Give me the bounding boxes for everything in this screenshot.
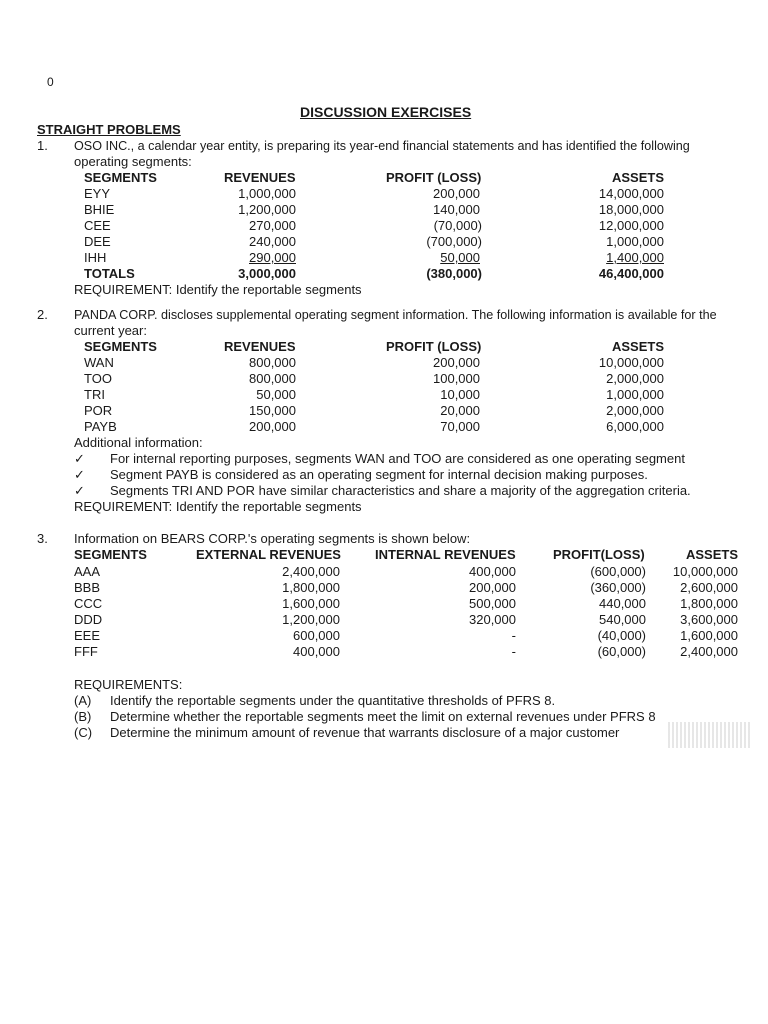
profit-value: (700,000) bbox=[426, 234, 482, 249]
problem-number: 3. bbox=[37, 531, 48, 546]
segment-name: PAYB bbox=[84, 419, 117, 434]
revenue-value: 240,000 bbox=[249, 234, 296, 249]
revenue-value: 800,000 bbox=[249, 355, 296, 370]
bullet-text: Segment PAYB is considered as an operating segment for internal decision making purposes. bbox=[110, 467, 648, 482]
requirement-letter: (B) bbox=[74, 709, 92, 724]
assets-value: 2,600,000 bbox=[680, 580, 738, 595]
assets-value: 12,000,000 bbox=[598, 218, 664, 233]
internal-revenue-value: - bbox=[511, 628, 516, 643]
requirement-item bbox=[74, 725, 619, 741]
requirement-text: Determine the minimum amount of revenue that warrants disclosure of a major customer bbox=[110, 725, 620, 740]
segment-name: CCC bbox=[74, 596, 103, 611]
profit-value: (70,000) bbox=[433, 218, 482, 233]
assets-value: 14,000,000 bbox=[598, 186, 664, 201]
segment-name: TRI bbox=[84, 387, 105, 402]
revenue-value: 50,000 bbox=[256, 387, 296, 402]
column-header: PROFIT (LOSS) bbox=[386, 339, 482, 354]
assets-value: 10,000,000 bbox=[598, 355, 664, 370]
external-revenue-value: 1,800,000 bbox=[282, 580, 340, 595]
assets-value: 1,000,000 bbox=[606, 234, 664, 249]
revenue-value: 200,000 bbox=[249, 419, 296, 434]
column-header: SEGMENTS bbox=[74, 547, 147, 562]
total-assets: 46,400,000 bbox=[598, 266, 664, 281]
column-header: ASSETS bbox=[612, 170, 665, 185]
revenue-value: 1,200,000 bbox=[238, 202, 296, 217]
revenue-value: 290,000 bbox=[249, 250, 296, 265]
external-revenue-value: 1,600,000 bbox=[282, 596, 340, 611]
internal-revenue-value: 500,000 bbox=[469, 596, 516, 611]
column-header: PROFIT(LOSS) bbox=[553, 547, 645, 562]
checkmark-icon: ✓ bbox=[74, 467, 85, 482]
total-revenue: 3,000,000 bbox=[238, 266, 296, 281]
problem-intro-line: OSO INC., a calendar year entity, is preparing its year-end financial statements and has identified the following bbox=[74, 139, 690, 153]
assets-value: 3,600,000 bbox=[680, 612, 738, 627]
page-title: DISCUSSION EXERCISES bbox=[300, 104, 472, 120]
requirement-letter: (A) bbox=[74, 693, 92, 708]
column-header: ASSETS bbox=[612, 339, 665, 354]
segment-name: AAA bbox=[74, 564, 101, 579]
segment-name: TOO bbox=[84, 371, 112, 386]
segment-name: BBB bbox=[74, 580, 101, 595]
segment-name: DDD bbox=[74, 612, 103, 627]
bullet-item bbox=[74, 451, 685, 467]
requirement-letter: (C) bbox=[74, 725, 93, 740]
column-header: REVENUES bbox=[224, 170, 296, 185]
profit-value: 10,000 bbox=[440, 387, 480, 402]
bullet-item bbox=[74, 467, 648, 483]
segment-name: EYY bbox=[84, 186, 111, 201]
problem-number: 2. bbox=[37, 307, 48, 322]
assets-value: 1,000,000 bbox=[606, 387, 664, 402]
external-revenue-value: 2,400,000 bbox=[282, 564, 340, 579]
profit-value: (600,000) bbox=[590, 564, 646, 579]
requirement-text: Determine whether the reportable segments meet the limit on external revenues under PFRS 8 bbox=[110, 709, 656, 724]
segment-name: WAN bbox=[84, 355, 114, 370]
profit-value: (40,000) bbox=[597, 628, 646, 643]
totals-label: TOTALS bbox=[84, 266, 135, 281]
revenue-value: 800,000 bbox=[249, 371, 296, 386]
assets-value: 2,000,000 bbox=[606, 371, 664, 386]
problem-intro-line: PANDA CORP. discloses supplemental operating segment information. The following information is available for the bbox=[74, 308, 717, 322]
external-revenue-value: 400,000 bbox=[293, 644, 340, 659]
assets-value: 1,600,000 bbox=[680, 628, 738, 643]
profit-value: 50,000 bbox=[440, 250, 480, 265]
assets-value: 2,400,000 bbox=[680, 644, 738, 659]
problem-intro-line: Information on BEARS CORP.'s operating segments is shown below: bbox=[74, 531, 471, 546]
page-marker: 0 bbox=[47, 75, 54, 89]
profit-value: 200,000 bbox=[433, 355, 480, 370]
internal-revenue-value: 320,000 bbox=[469, 612, 516, 627]
problem-intro-line: current year: bbox=[74, 323, 147, 338]
assets-value: 6,000,000 bbox=[606, 419, 664, 434]
segment-name: IHH bbox=[84, 250, 107, 265]
column-header: PROFIT (LOSS) bbox=[386, 170, 482, 185]
profit-value: 540,000 bbox=[599, 612, 646, 627]
requirement-text: REQUIREMENT: Identify the reportable segments bbox=[74, 499, 362, 514]
profit-value: 70,000 bbox=[440, 419, 480, 434]
profit-value: 140,000 bbox=[433, 202, 480, 217]
column-header: ASSETS bbox=[686, 547, 739, 562]
total-profit: (380,000) bbox=[426, 266, 482, 281]
revenue-value: 270,000 bbox=[249, 218, 296, 233]
external-revenue-value: 600,000 bbox=[293, 628, 340, 643]
internal-revenue-value: - bbox=[511, 644, 516, 659]
revenue-value: 150,000 bbox=[249, 403, 296, 418]
internal-revenue-value: 400,000 bbox=[469, 564, 516, 579]
external-revenue-value: 1,200,000 bbox=[282, 612, 340, 627]
column-header: SEGMENTS bbox=[84, 339, 157, 354]
assets-value: 1,800,000 bbox=[680, 596, 738, 611]
section-heading: STRAIGHT PROBLEMS bbox=[37, 122, 181, 137]
segment-name: EEE bbox=[74, 628, 101, 643]
requirements-label: REQUIREMENTS: bbox=[74, 677, 183, 692]
requirement-item bbox=[74, 709, 656, 725]
requirement-text: REQUIREMENT: Identify the reportable segments bbox=[74, 282, 362, 297]
profit-value: 440,000 bbox=[599, 596, 646, 611]
assets-value: 10,000,000 bbox=[672, 564, 738, 579]
profit-value: 100,000 bbox=[433, 371, 480, 386]
segment-name: BHIE bbox=[84, 202, 115, 217]
checkmark-icon: ✓ bbox=[74, 451, 85, 466]
bullet-item bbox=[74, 483, 691, 499]
requirement-item bbox=[74, 693, 555, 709]
revenue-value: 1,000,000 bbox=[238, 186, 296, 201]
problem-intro-line: operating segments: bbox=[74, 154, 192, 169]
problem-number: 1. bbox=[37, 138, 48, 153]
scan-artifact bbox=[668, 722, 750, 748]
assets-value: 1,400,000 bbox=[606, 250, 664, 265]
additional-info-label: Additional information: bbox=[74, 435, 203, 450]
profit-value: (60,000) bbox=[597, 644, 646, 659]
segment-name: CEE bbox=[84, 218, 111, 233]
requirement-text: Identify the reportable segments under the quantitative thresholds of PFRS 8. bbox=[110, 693, 556, 708]
column-header: EXTERNAL REVENUES bbox=[196, 547, 341, 562]
assets-value: 2,000,000 bbox=[606, 403, 664, 418]
bullet-text: Segments TRI AND POR have similar characteristics and share a majority of the aggregation criteria. bbox=[110, 483, 691, 498]
checkmark-icon: ✓ bbox=[74, 483, 85, 498]
segment-name: POR bbox=[84, 403, 113, 418]
profit-value: 20,000 bbox=[440, 403, 480, 418]
profit-value: 200,000 bbox=[433, 186, 480, 201]
assets-value: 18,000,000 bbox=[598, 202, 664, 217]
column-header: SEGMENTS bbox=[84, 170, 157, 185]
column-header: INTERNAL REVENUES bbox=[375, 547, 516, 562]
bullet-text: For internal reporting purposes, segments WAN and TOO are considered as one operating segment bbox=[110, 451, 685, 466]
segment-name: DEE bbox=[84, 234, 111, 249]
segment-name: FFF bbox=[74, 644, 98, 659]
column-header: REVENUES bbox=[224, 339, 296, 354]
profit-value: (360,000) bbox=[590, 580, 646, 595]
internal-revenue-value: 200,000 bbox=[469, 580, 516, 595]
